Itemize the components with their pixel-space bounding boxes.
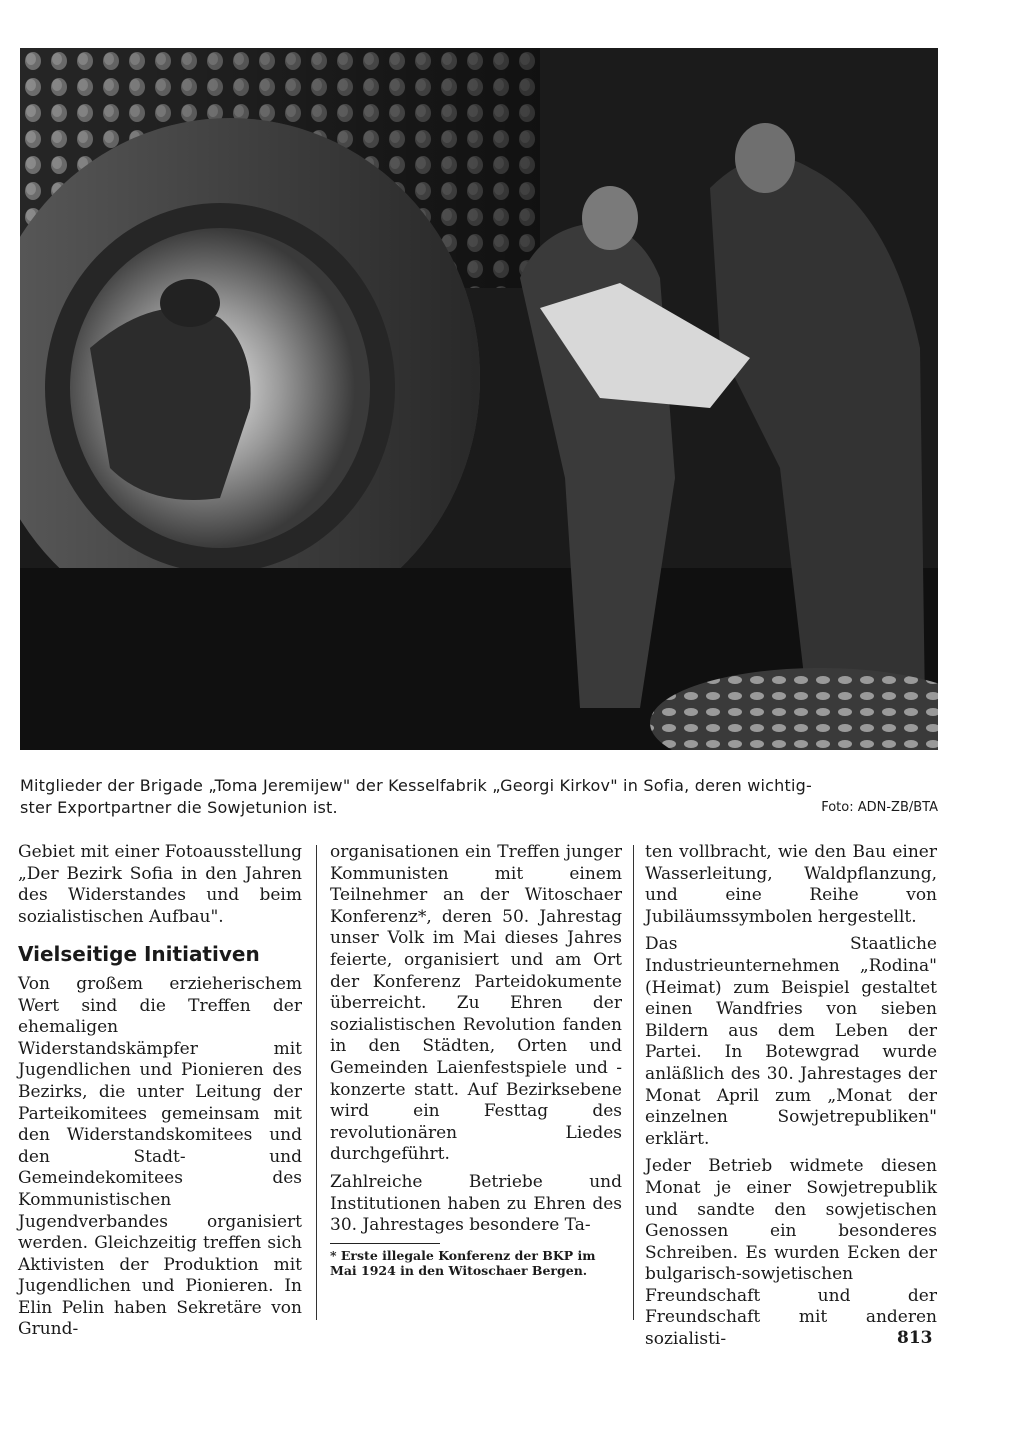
section-heading: Vielseitige Initiativen <box>18 942 260 967</box>
page-number: 813 <box>897 1328 933 1348</box>
column3-paragraph-2: Das Staatliche Industrieunternehmen „Rodina" (Heimat) zum Beispiel gestaltet einen Wandfries von sieben Bildern aus dem Leben der Partei. In Botewgrad wurde anläßlich des 30. Jahrestages der Monat April zum „Monat der einzelnen Sowjetrepubliken" erklärt. <box>645 934 937 1149</box>
column-3 <box>645 842 937 1351</box>
footnote-rule <box>330 1243 440 1244</box>
footnote: * Erste illegale Konferenz der BKP im Mai 1924 in den Witoschaer Bergen. <box>330 1247 596 1278</box>
column-1 <box>18 842 302 1341</box>
column-divider-2 <box>633 845 634 1320</box>
photo-illustration <box>20 48 938 750</box>
column3-paragraph-1: ten vollbracht, wie den Bau einer Wasserleitung, Waldpflanzung, und eine Reihe von Jubiläumssymbolen hergestellt. <box>645 842 937 927</box>
photo-credit: Foto: ADN-ZB/BTA <box>821 800 938 815</box>
column2-paragraph-1: organisationen ein Treffen junger Kommunisten mit einem Teilnehmer an der Witoschaer Konferenz*, deren 50. Jahrestag unser Volk im Mai dieses Jahres feierte, organisiert und am Ort der Konferenz Parteidokumente überreicht. Zu Ehren der sozialistischen Revolution fanden in den Städten, Orten und Gemeinden Laienfestspiele und -konzerte statt. Auf Bezirksebene wird ein Festtag des revolutionären Liedes durchgeführt. <box>330 842 622 1165</box>
photo-caption <box>20 775 938 819</box>
caption-line-2: ster Exportpartner die Sowjetunion ist. <box>20 798 338 817</box>
column3-paragraph-3: Jeder Betrieb widmete diesen Monat je einer Sowjetrepublik und sandte den sowjetischen Genossen ein besonderes Schreiben. Es wurden Ecken der bulgarisch-sowjetischen Freundschaft und der Freundschaft mit anderen sozialisti- <box>645 1156 937 1350</box>
column-divider-1 <box>316 845 317 1320</box>
column2-paragraph-2: Zahlreiche Betriebe und Institutionen haben zu Ehren des 30. Jahrestages besondere Ta- <box>330 1171 622 1236</box>
column1-paragraph-1: Gebiet mit einer Fotoausstellung „Der Bezirk Sofia in den Jahren des Widerstandes und beim sozialistischen Aufbau". <box>18 842 302 927</box>
column-2 <box>330 842 622 1278</box>
column1-paragraph-2: Von großem erzieherischem Wert sind die Treffen der ehemaligen Widerstandskämpfer mit Jugendlichen und Pionieren des Bezirks, die unter Leitung der Parteikomitees gemeinsam mit den Widerstandskomitees und den Stadt- und Gemeindekomitees des Kommunistischen Jugendverbandes organisiert werden. Gleichzeitig treffen sich Aktivisten der Produktion mit Jugendlichen und Pionieren. In Elin Pelin haben Sekretäre von Grund- <box>18 973 302 1340</box>
caption-line-1: Mitglieder der Brigade „Toma Jeremijew" der Kesselfabrik „Georgi Kirkov" in Sofia, deren wichtig- <box>20 776 812 795</box>
photo-factory-workers <box>20 48 938 750</box>
